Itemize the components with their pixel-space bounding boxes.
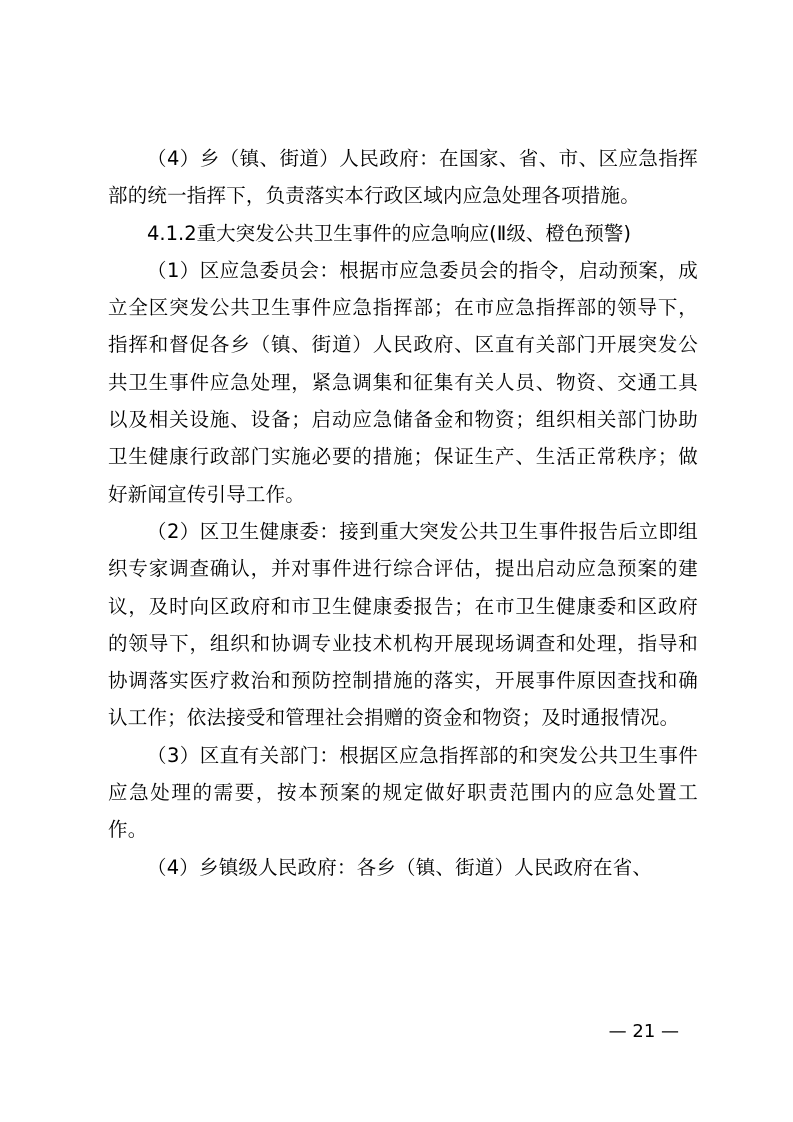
paragraph-district-departments: （3）区直有关部门：根据区应急指挥部的和突发公共卫生事件应急处理的需要，按本预案的规定做好职责范围内的应急处置工作。 (108, 743, 698, 842)
document-body (108, 140, 698, 886)
paragraph-township-government: （4）乡（镇、街道）人民政府：在国家、省、市、区应急指挥部的统一指挥下，负责落实本行政区域内应急处理各项措施。 (108, 147, 698, 208)
paragraph-district-health-commission: （2）区卫生健康委：接到重大突发公共卫生事件报告后立即组织专家调查确认，并对事件进行综合评估，提出启动应急预案的建议，及时向区政府和市卫生健康委报告；在市卫生健康委和区政府的领导下，组织和协调专业技术机构开展现场调查和处理，指导和协调落实医疗救治和预防控制措施的落实，开展事件原因查找和确认工作；依法接受和管理社会捐赠的资金和物资；及时通报情况。 (108, 519, 698, 730)
section-heading-4-1-2: 4.1.2重大突发公共卫生事件的应急响应(Ⅱ级、橙色预警) (147, 221, 631, 245)
paragraph-district-emergency-committee: （1）区应急委员会：根据市应急委员会的指令，启动预案，成立全区突发公共卫生事件应急指挥部；在市应急指挥部的领导下，指挥和督促各乡（镇、街道）人民政府、区直有关部门开展突发公共卫生事件应急处理，紧急调集和征集有关人员、物资、交通工具以及相关设施、设备；启动应急储备金和物资；组织相关部门协助卫生健康行政部门实施必要的措施；保证生产、生活正常秩序；做好新闻宣传引导工作。 (108, 258, 698, 506)
page-number: — 21 — (608, 1021, 679, 1042)
paragraph-township-level-government: （4）乡镇级人民政府：各乡（镇、街道）人民政府在省、 (147, 855, 653, 879)
